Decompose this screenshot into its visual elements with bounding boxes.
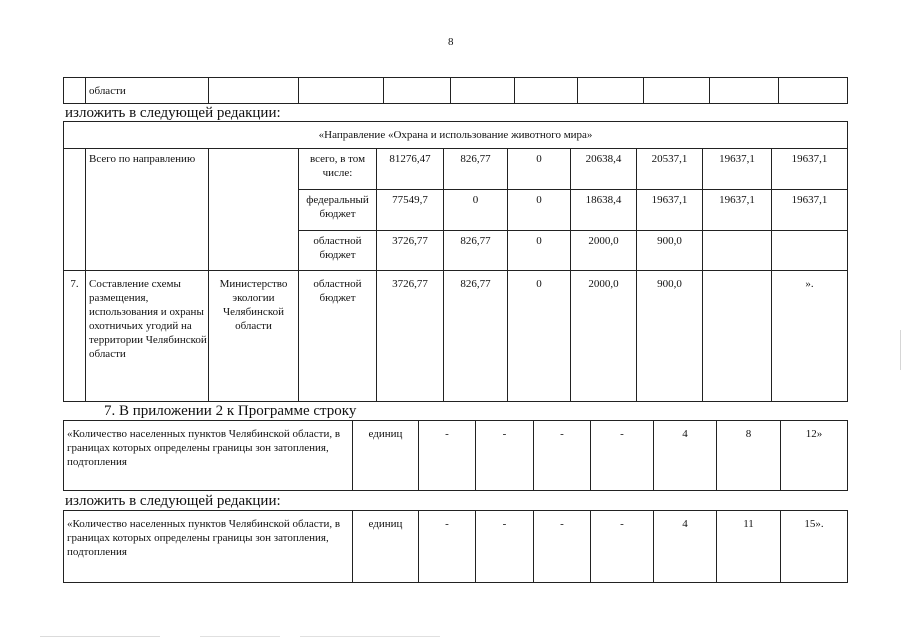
- value-cell: 12»: [781, 421, 848, 491]
- value-cell: -: [591, 421, 654, 491]
- value-cell: 19637,1: [772, 149, 848, 190]
- value-cell: [772, 231, 848, 271]
- value-cell: 2000,0: [571, 231, 637, 271]
- instruction-line-2: 7. В приложении 2 к Программе строку: [104, 403, 357, 419]
- scan-artifact-line: [300, 636, 440, 637]
- indicator-name: «Количество населенных пунктов Челябинской области, в границах которых определены границы зон затопления, подтопления: [64, 421, 353, 491]
- value-cell: 77549,7: [377, 190, 444, 231]
- value-cell: -: [419, 511, 476, 583]
- value-cell: -: [534, 421, 591, 491]
- value-cell: 19637,1: [772, 190, 848, 231]
- value-cell: 11: [717, 511, 781, 583]
- indicator-table-new: [63, 510, 848, 583]
- value-cell: 20638,4: [571, 149, 637, 190]
- value-cell: 0: [508, 190, 571, 231]
- source-total: всего, в том числе:: [299, 149, 377, 190]
- value-cell: 3726,77: [377, 231, 444, 271]
- scan-artifact-line: [900, 330, 901, 370]
- item-executor: Министерство экологии Челябинской области: [209, 271, 299, 402]
- value-cell: 15».: [781, 511, 848, 583]
- value-cell: -: [591, 511, 654, 583]
- value-cell: 4: [654, 511, 717, 583]
- item-name: Составление схемы размещения, использования и охраны охотничьих угодий на территории Челябинской области: [86, 271, 209, 402]
- value-cell: 19637,1: [703, 190, 772, 231]
- value-cell: [703, 271, 772, 402]
- indicator-name: «Количество населенных пунктов Челябинской области, в границах которых определены границы зон затопления, подтопления: [64, 511, 353, 583]
- value-cell: 19637,1: [703, 149, 772, 190]
- indicator-unit: единиц: [353, 511, 419, 583]
- total-label: Всего по направлению: [86, 149, 209, 271]
- item-source: областной бюджет: [299, 271, 377, 402]
- source-regional: областной бюджет: [299, 231, 377, 271]
- value-cell: 4: [654, 421, 717, 491]
- indicator-unit: единиц: [353, 421, 419, 491]
- value-cell: 900,0: [637, 271, 703, 402]
- value-cell: [703, 231, 772, 271]
- value-cell: 826,77: [444, 231, 508, 271]
- value-cell: ».: [772, 271, 848, 402]
- value-cell: 826,77: [444, 149, 508, 190]
- value-cell: -: [476, 421, 534, 491]
- value-cell: 8: [717, 421, 781, 491]
- value-cell: 81276,47: [377, 149, 444, 190]
- value-cell: -: [419, 421, 476, 491]
- value-cell: 0: [508, 231, 571, 271]
- value-cell: 826,77: [444, 271, 508, 402]
- value-cell: 3726,77: [377, 271, 444, 402]
- value-cell: -: [534, 511, 591, 583]
- instruction-line-3: изложить в следующей редакции:: [65, 493, 281, 509]
- value-cell: 2000,0: [571, 271, 637, 402]
- value-cell: 0: [444, 190, 508, 231]
- scan-artifact-line: [200, 636, 280, 637]
- item-number: 7.: [64, 271, 86, 402]
- instruction-line-1: изложить в следующей редакции:: [65, 105, 281, 121]
- scan-artifact-line: [40, 636, 160, 637]
- value-cell: 20537,1: [637, 149, 703, 190]
- value-cell: 0: [508, 271, 571, 402]
- value-cell: 18638,4: [571, 190, 637, 231]
- top-row-cell: области: [86, 78, 209, 104]
- indicator-table-old: [63, 420, 848, 491]
- source-federal: федеральный бюджет: [299, 190, 377, 231]
- value-cell: 0: [508, 149, 571, 190]
- page-number: 8: [448, 36, 454, 48]
- value-cell: 19637,1: [637, 190, 703, 231]
- value-cell: 900,0: [637, 231, 703, 271]
- direction-header: «Направление «Охрана и использование животного мира»: [64, 122, 848, 149]
- program-table: [63, 121, 848, 402]
- top-fragment-table: [63, 77, 848, 104]
- value-cell: -: [476, 511, 534, 583]
